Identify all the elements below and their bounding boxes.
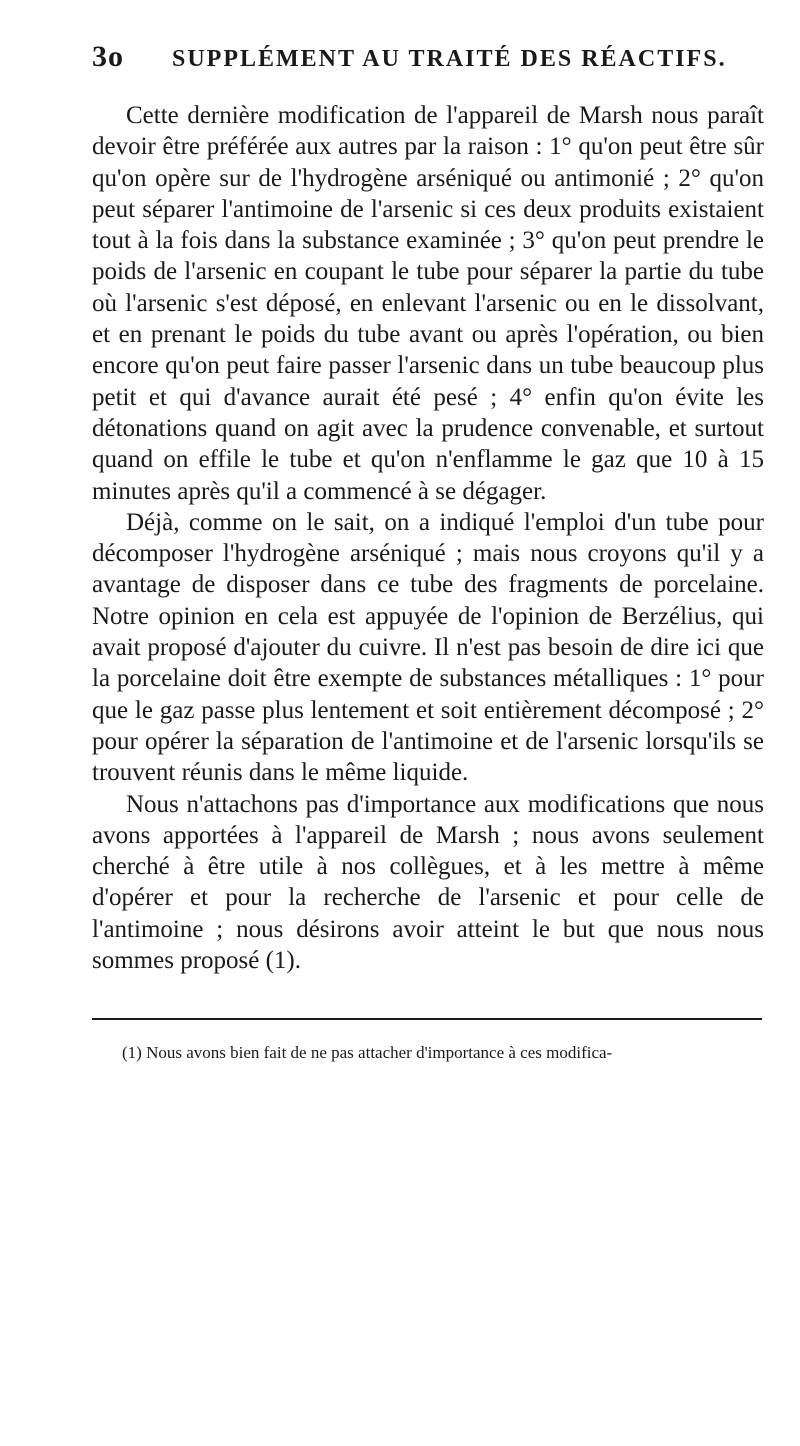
paragraph: Cette dernière modification de l'appareil de Marsh nous paraît devoir être préférée aux autres par la raison : 1° qu'on peut être sûr qu'on opère sur de l'hydrogène arséniqué ou antimonié ; 2° qu'on peut séparer l'antimoine de l'arsenic si ces deux produits existaient tout à la fois dans la substance examinée ; 3° qu'on peut prendre le poids de l'arsenic en coupant le tube pour séparer la partie du tube où l'arsenic s'est déposé, en enlevant l'arsenic ou en le dissolvant, et en prenant le poids du tube avant ou après l'opération, ou bien encore qu'on peut faire passer l'arsenic dans un tube beaucoup plus petit et qui d'avance aurait été pesé ; 4° enfin qu'on évite les détonations quand on agit avec la prudence convenable, et surtout quand on effile le tube et qu'on n'enflamme le gaz que 10 à 15 minutes après qu'il a commencé à se dégager. [92, 102, 764, 505]
running-head [92, 40, 764, 84]
footnote-divider [92, 1018, 762, 1020]
footnote: (1) Nous avons bien fait de ne pas attacher d'importance à ces modifica- [122, 1043, 613, 1063]
paragraph: Nous n'attachons pas d'importance aux modifications que nous avons apportées à l'appareil de Marsh ; nous avons seulement cherché à être utile à nos collègues, et à les mettre à même d'opérer et pour la recherche de l'arsenic et pour celle de l'antimoine ; nous désirons avoir atteint le but que nous nous sommes proposé (1). [92, 790, 764, 975]
page-number: 3o [92, 40, 124, 73]
paragraph: Déjà, comme on le sait, on a indiqué l'emploi d'un tube pour décomposer l'hydrogène arséniqué ; mais nous croyons qu'il y a avantage de disposer dans ce tube des fragments de porcelaine. Notre opinion en cela est appuyée de l'opinion de Berzélius, qui avait proposé d'ajouter du cuivre. Il n'est pas besoin de dire ici que la porcelaine doit être exempte de substances métalliques : 1° pour que le gaz passe plus lentement et soit entièrement décomposé ; 2° pour opérer la séparation de l'antimoine et de l'arsenic lorsqu'ils se trouvent réunis dans le même liquide. [92, 508, 764, 787]
body-text [92, 100, 764, 976]
running-title: SUPPLÉMENT AU TRAITÉ DES RÉACTIFS. [172, 46, 727, 72]
